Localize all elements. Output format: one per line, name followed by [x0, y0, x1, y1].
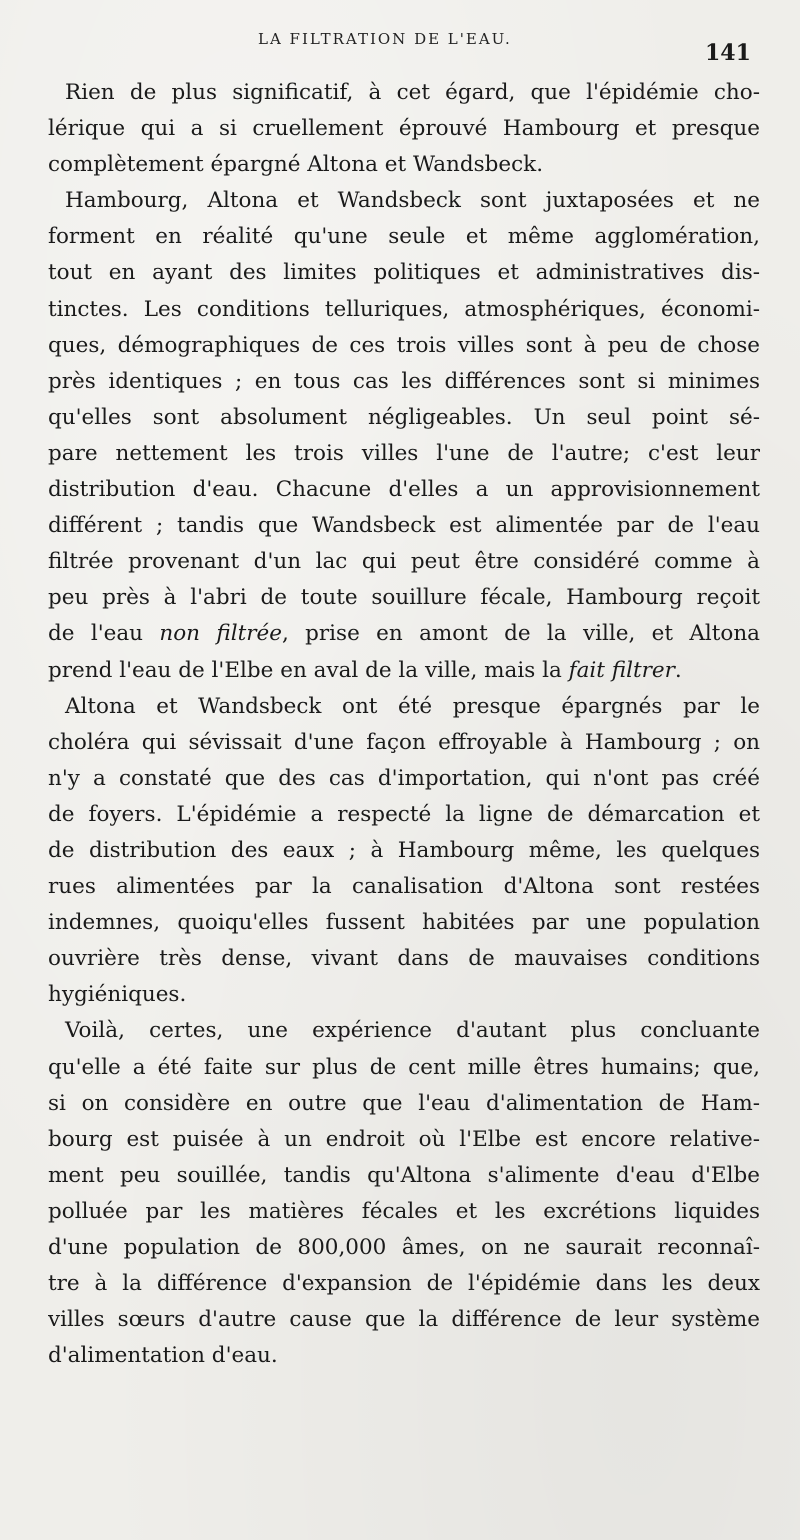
text-line [48, 111, 760, 147]
text-line [48, 941, 760, 977]
body-text [48, 75, 760, 1374]
text-line [48, 869, 760, 905]
text-line [48, 1122, 760, 1158]
text-line [48, 147, 760, 183]
line-text: filtrée provenant d'un lac qui peut être considéré comme à [48, 549, 760, 575]
line-text: indemnes, quoiqu'elles fussent habitées par une population [48, 910, 760, 936]
line-text: près identiques ; en tous cas les différences sont si minimes [48, 368, 760, 394]
text-line [48, 436, 760, 472]
line-text: pare nettement les trois villes l'une de l'autre; c'est leur [48, 440, 760, 466]
text-line [48, 472, 760, 508]
line-text: de distribution des eaux ; à Hambourg même, les quelques [48, 837, 760, 863]
text-line [48, 400, 760, 436]
text-line [48, 580, 760, 616]
line-text: d'alimentation d'eau. [48, 1343, 278, 1369]
text-line [48, 544, 760, 580]
line-text: tinctes. Les conditions telluriques, atmosphériques, économi- [48, 296, 760, 322]
line-text: ment peu souillée, tandis qu'Altona s'alimente d'eau d'Elbe [48, 1162, 760, 1188]
text-line [48, 508, 760, 544]
line-text: Hambourg, Altona et Wandsbeck sont juxtaposées et ne [65, 188, 760, 214]
text-line [48, 1230, 760, 1266]
text-line [48, 761, 760, 797]
line-text: prend l'eau de l'Elbe en aval de la ville, mais la [48, 657, 569, 683]
line-text: hygiéniques. [48, 982, 187, 1008]
text-line [48, 833, 760, 869]
text-line [48, 183, 760, 219]
line-text: peu près à l'abri de toute souillure fécale, Hambourg reçoit [48, 585, 760, 611]
line-text: Altona et Wandsbeck ont été presque épargnés par le [65, 693, 760, 719]
line-text: complètement épargné Altona et Wandsbeck. [48, 152, 544, 178]
text-line [48, 1050, 760, 1086]
text-line [48, 328, 760, 364]
text-line [48, 1338, 760, 1374]
text-line [48, 219, 760, 255]
line-text: si on considère en outre que l'eau d'alimentation de Ham- [48, 1090, 760, 1116]
italic-phrase: non filtrée [159, 621, 282, 647]
text-line [48, 977, 760, 1013]
text-line [48, 1013, 760, 1049]
text-line [48, 797, 760, 833]
text-line [48, 905, 760, 941]
text-line [48, 689, 760, 725]
page-number: 141 [705, 40, 751, 66]
text-line [48, 1086, 760, 1122]
line-text: de l'eau [48, 621, 160, 647]
line-text: de foyers. L'épidémie a respecté la ligne de démarcation et [48, 801, 760, 827]
line-text: . [674, 657, 682, 683]
line-text: n'y a constaté que des cas d'importation, qui n'ont pas créé [48, 765, 760, 791]
line-text: villes sœurs d'autre cause que la différence de leur système [48, 1307, 760, 1333]
text-line [48, 1158, 760, 1194]
line-text: Rien de plus significatif, à cet égard, que l'épidémie cho- [65, 80, 760, 105]
running-title: LA FILTRATION DE L'EAU. [258, 30, 512, 48]
line-text: d'une population de 800,000 âmes, on ne saurait reconnaî- [48, 1235, 760, 1260]
text-line [48, 292, 760, 328]
text-line [48, 1194, 760, 1230]
line-text: tout en ayant des limites politiques et administratives dis- [48, 260, 760, 286]
line-text: bourg est puisée à un endroit où l'Elbe est encore relative- [48, 1126, 760, 1152]
line-text: ouvrière très dense, vivant dans de mauvaises conditions [48, 946, 760, 972]
line-text: , prise en amont de la ville, et Altona [281, 621, 760, 647]
line-text: qu'elle a été faite sur plus de cent mille êtres humains; que, [48, 1054, 760, 1080]
text-line [48, 255, 760, 291]
line-text: forment en réalité qu'une seule et même agglomération, [48, 224, 760, 250]
line-text: Voilà, certes, une expérience d'autant plus concluante [65, 1018, 760, 1044]
line-text: lérique qui a si cruellement éprouvé Hambourg et presque [48, 116, 760, 142]
line-text: ques, démographiques de ces trois villes sont à peu de chose [48, 332, 760, 358]
line-text: tre à la différence d'expansion de l'épidémie dans les deux [48, 1271, 760, 1297]
text-line [48, 653, 760, 689]
text-line [48, 75, 760, 111]
line-text: choléra qui sévissait d'une façon effroyable à Hambourg ; on [48, 729, 760, 755]
text-line [48, 725, 760, 761]
line-text: rues alimentées par la canalisation d'Altona sont restées [48, 874, 760, 900]
line-text: différent ; tandis que Wandsbeck est alimentée par de l'eau [48, 513, 760, 539]
text-line [48, 1302, 760, 1338]
text-line [48, 364, 760, 400]
text-line [48, 616, 760, 652]
line-text: polluée par les matières fécales et les excrétions liquides [48, 1198, 760, 1224]
italic-phrase: fait filtrer [568, 657, 675, 683]
line-text: distribution d'eau. Chacune d'elles a un approvisionnement [48, 477, 760, 503]
line-text: qu'elles sont absolument négligeables. Un seul point sé- [48, 404, 760, 430]
text-line [48, 1266, 760, 1302]
